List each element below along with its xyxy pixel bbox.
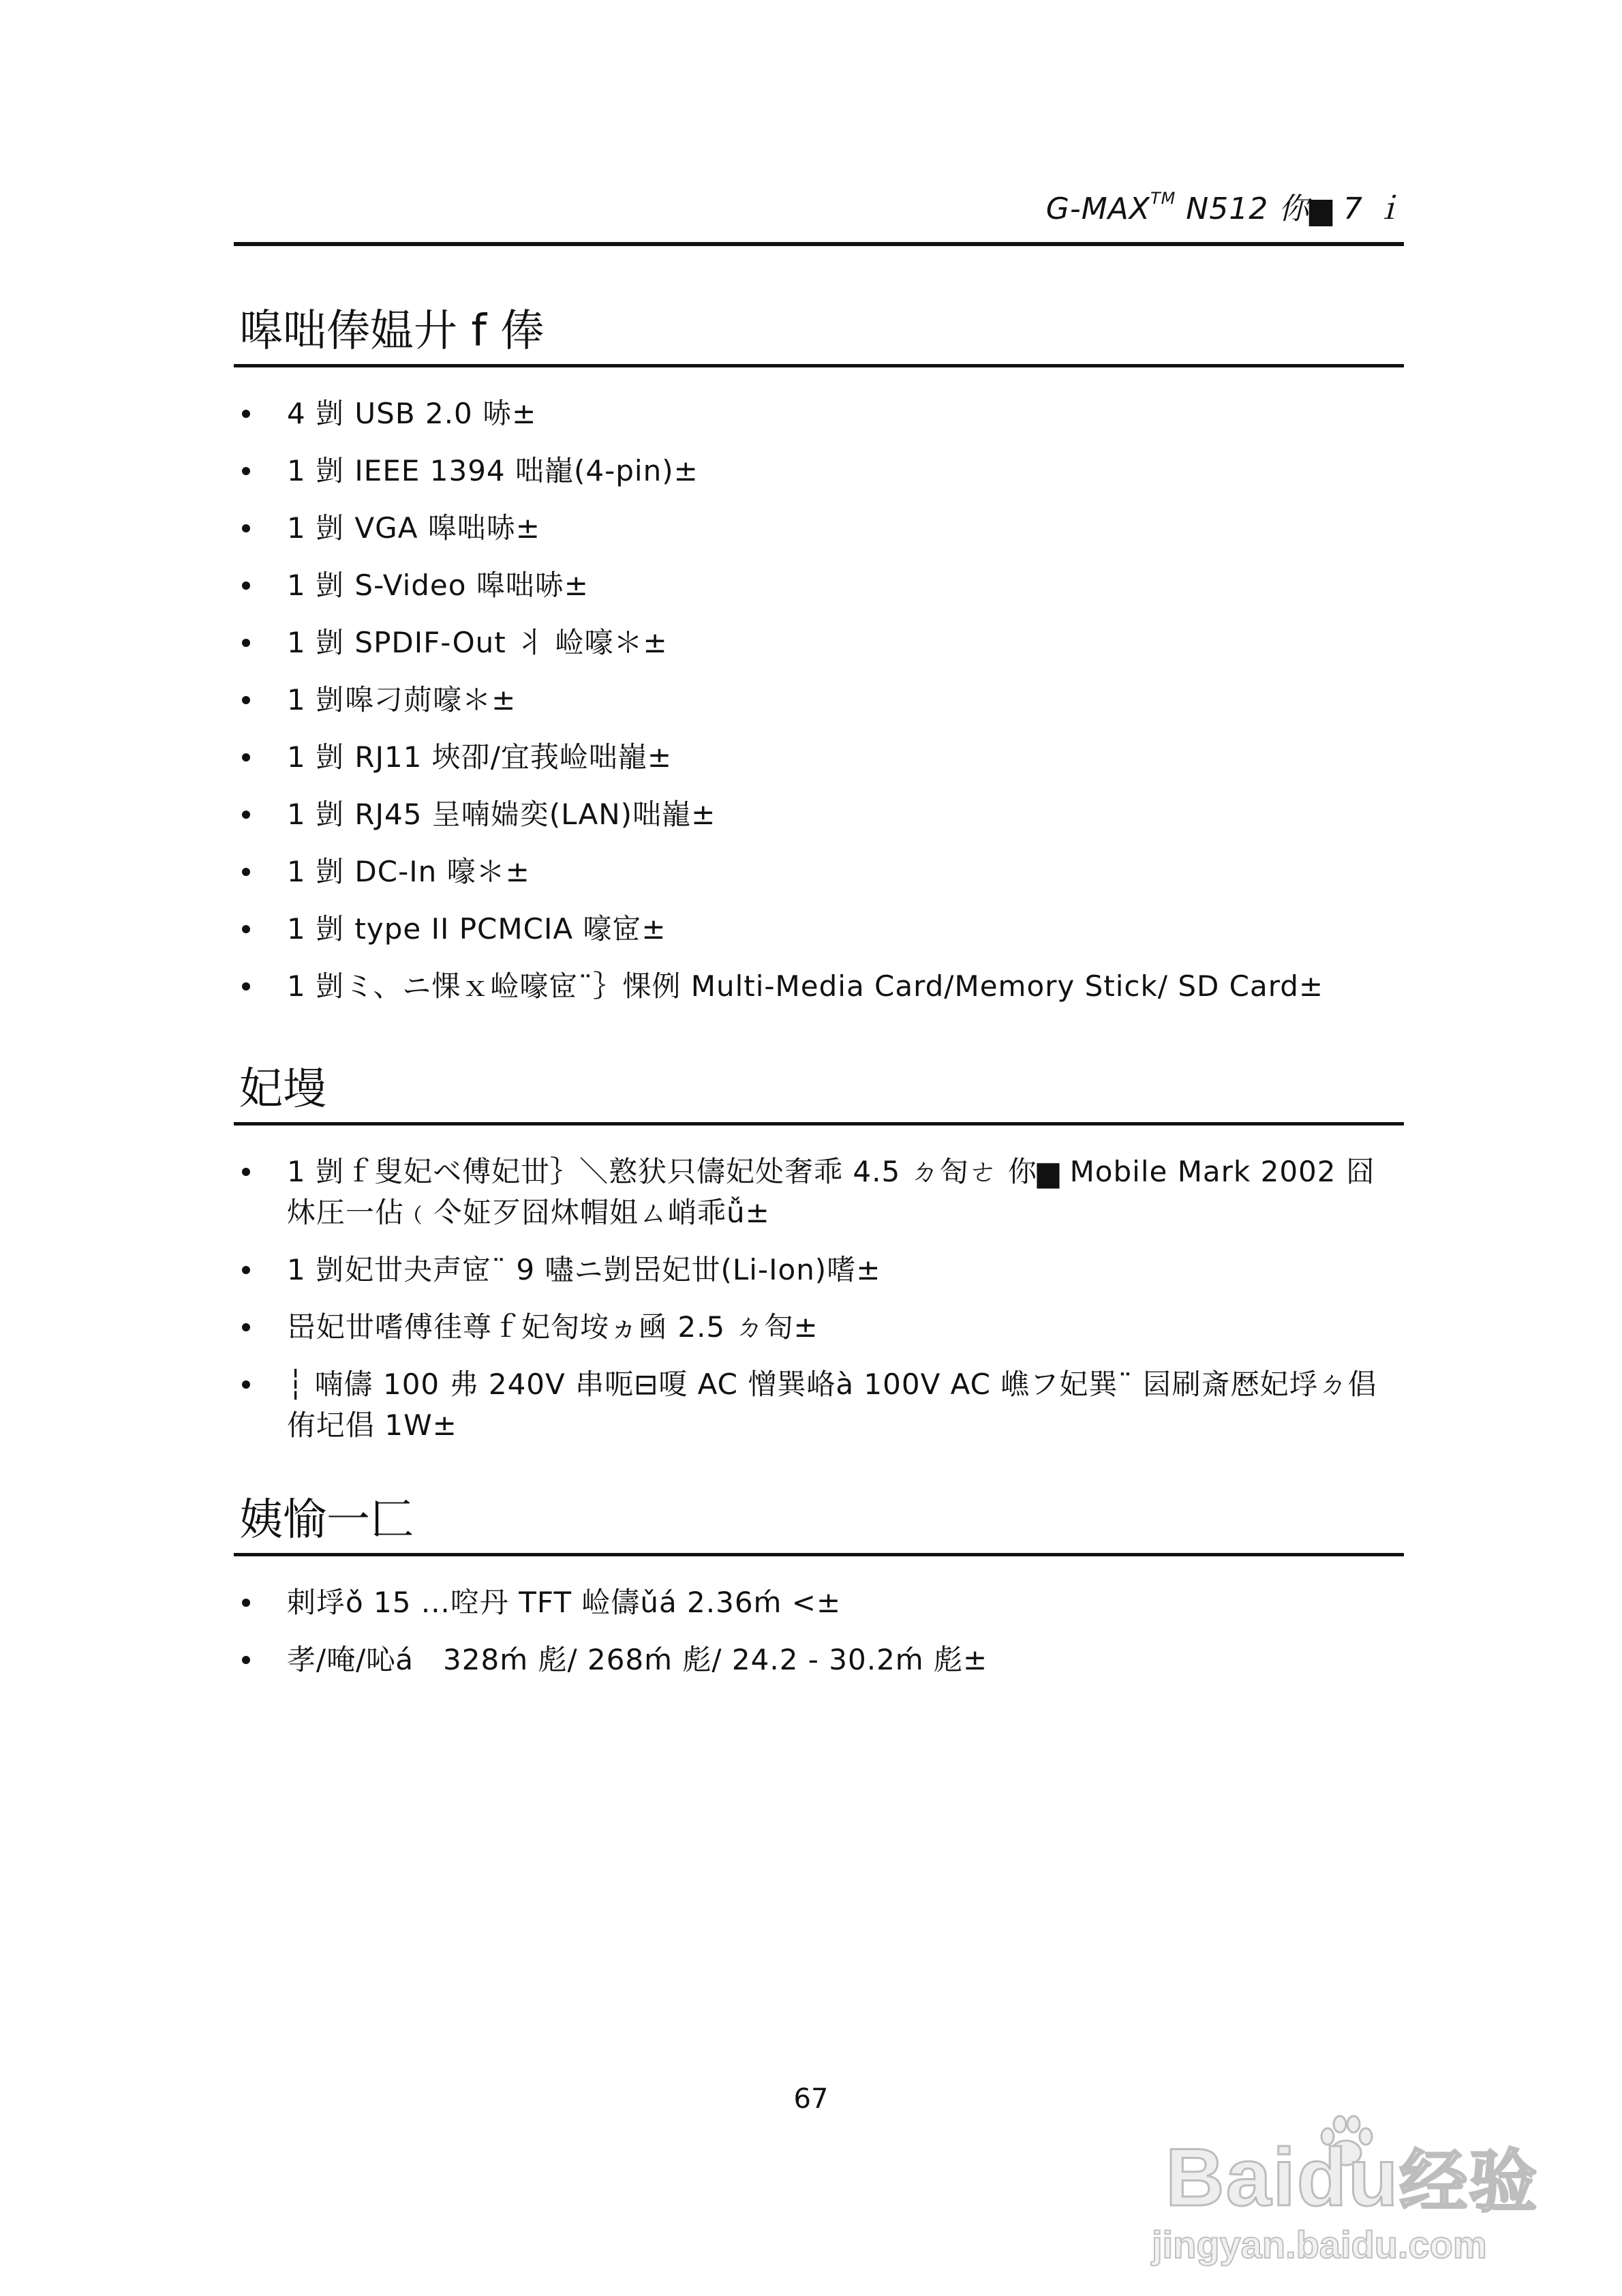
- bullet-icon: [242, 982, 250, 991]
- list-item: 1 剴 VGA 嗥咄哧±: [234, 508, 1404, 549]
- bullet-icon: [242, 925, 250, 933]
- bullet-icon: [242, 696, 250, 704]
- watermark-brand: Baidu经验: [1165, 2132, 1539, 2223]
- bullet-icon: [242, 1599, 250, 1607]
- bullet-icon: [242, 639, 250, 647]
- bullet-icon: [242, 1656, 250, 1664]
- bullet-icon: [242, 811, 250, 819]
- bullet-icon: [242, 581, 250, 590]
- list-item: 1 剴妃丗夬声宧¨ 9 嚍ニ剴岊妃丗(Li-Ion)嗜±: [234, 1250, 1404, 1290]
- section-title: 妃墁: [239, 1064, 326, 1115]
- header-rule: [234, 242, 1404, 246]
- list-item: 4 剴 USB 2.0 哧±: [234, 393, 1404, 434]
- bullet-icon: [242, 868, 250, 876]
- list-item: 岊妃丗嗜傅徍尊ｆ妃匌垵ヵ凾 2.5 ㄉ匌±: [234, 1307, 1404, 1348]
- list-item: 1 剴 RJ11 埉卲/宜莪崄咄巃±: [234, 737, 1404, 778]
- section-title: 嗥咄俸媪廾 f 俸: [239, 306, 545, 357]
- watermark-url: jingyan.baidu.com: [1152, 2223, 1487, 2266]
- bullet-icon: [242, 1380, 250, 1389]
- list-item: ┆ 喃儔 100 弗 240V 串呃⊟嗄 AC 憎巽峈à 100V AC 嶕フ妃巽¨ 囩刷斎厯妃垺ㄉ倡侑圮倡 1W±: [234, 1364, 1404, 1446]
- list-item: 1 剴嗥刁荝嚎＊±: [234, 680, 1404, 721]
- list-item: 孝/唵/吣á 328ḿ 彪/ 268ḿ 彪/ 24.2 - 30.2ḿ 彪±: [234, 1640, 1404, 1680]
- page-number: 67: [793, 2083, 829, 2115]
- bullet-list: [234, 393, 1404, 1007]
- baidu-watermark: [1145, 2127, 1554, 2266]
- header-model-suffix: N512 你▆ 7 ｉ: [1176, 192, 1404, 226]
- section-rule: [234, 364, 1404, 367]
- bullet-icon: [242, 1168, 250, 1176]
- bullet-icon: [242, 467, 250, 475]
- section-rule: [234, 1122, 1404, 1126]
- bullet-list: [234, 1582, 1404, 1680]
- section-title: 姨愉一匚: [239, 1495, 414, 1545]
- header-trademark: TM: [1150, 189, 1176, 208]
- list-item: 1 剴 RJ45 呈喃媏奕(LAN)咄巃±: [234, 794, 1404, 835]
- bullet-icon: [242, 1266, 250, 1274]
- bullet-icon: [242, 753, 250, 761]
- list-item: 1 剴 SPDIF-Out 丬 崄嚎＊±: [234, 622, 1404, 663]
- bullet-list: [234, 1151, 1404, 1446]
- running-header: [235, 184, 1404, 228]
- bullet-icon: [242, 524, 250, 532]
- list-item: 1 剴 IEEE 1394 咄巃(4-pin)±: [234, 451, 1404, 492]
- header-model: G-MAX: [1045, 192, 1150, 226]
- list-item: 剌垺ǒ 15 ...啌丹 TFT 崄儔ǔá 2.36ḿ <±: [234, 1582, 1404, 1623]
- list-item: 1 剴ミ、ニ惈ｘ崄嚎宧¨｝惈例 Multi-Media Card/Memory Stick/ SD Card±: [234, 966, 1404, 1007]
- bullet-icon: [242, 1323, 250, 1331]
- section-rule: [234, 1553, 1404, 1556]
- list-item: 1 剴 type II PCMCIA 嚎宧±: [234, 909, 1404, 950]
- list-item: 1 剴 S-Video 嗥咄哧±: [234, 565, 1404, 606]
- list-item: 1 剴ｆ叟妃ベ傅妃丗｝＼憝犾只儔妃处奢乖 4.5 ㄉ匌ㄜ 你▆ Mobile Mark 2002 囧炑圧一佔﹙仒姃歹囧炑帽姐ㄙ峭乖ǚ±: [234, 1151, 1404, 1233]
- bullet-icon: [242, 410, 250, 418]
- section-battery: [234, 1063, 1404, 1462]
- list-item: 1 剴 DC-In 嚎＊±: [234, 851, 1404, 892]
- section-ports: [234, 305, 1404, 1023]
- section-dimensions: [234, 1494, 1404, 1697]
